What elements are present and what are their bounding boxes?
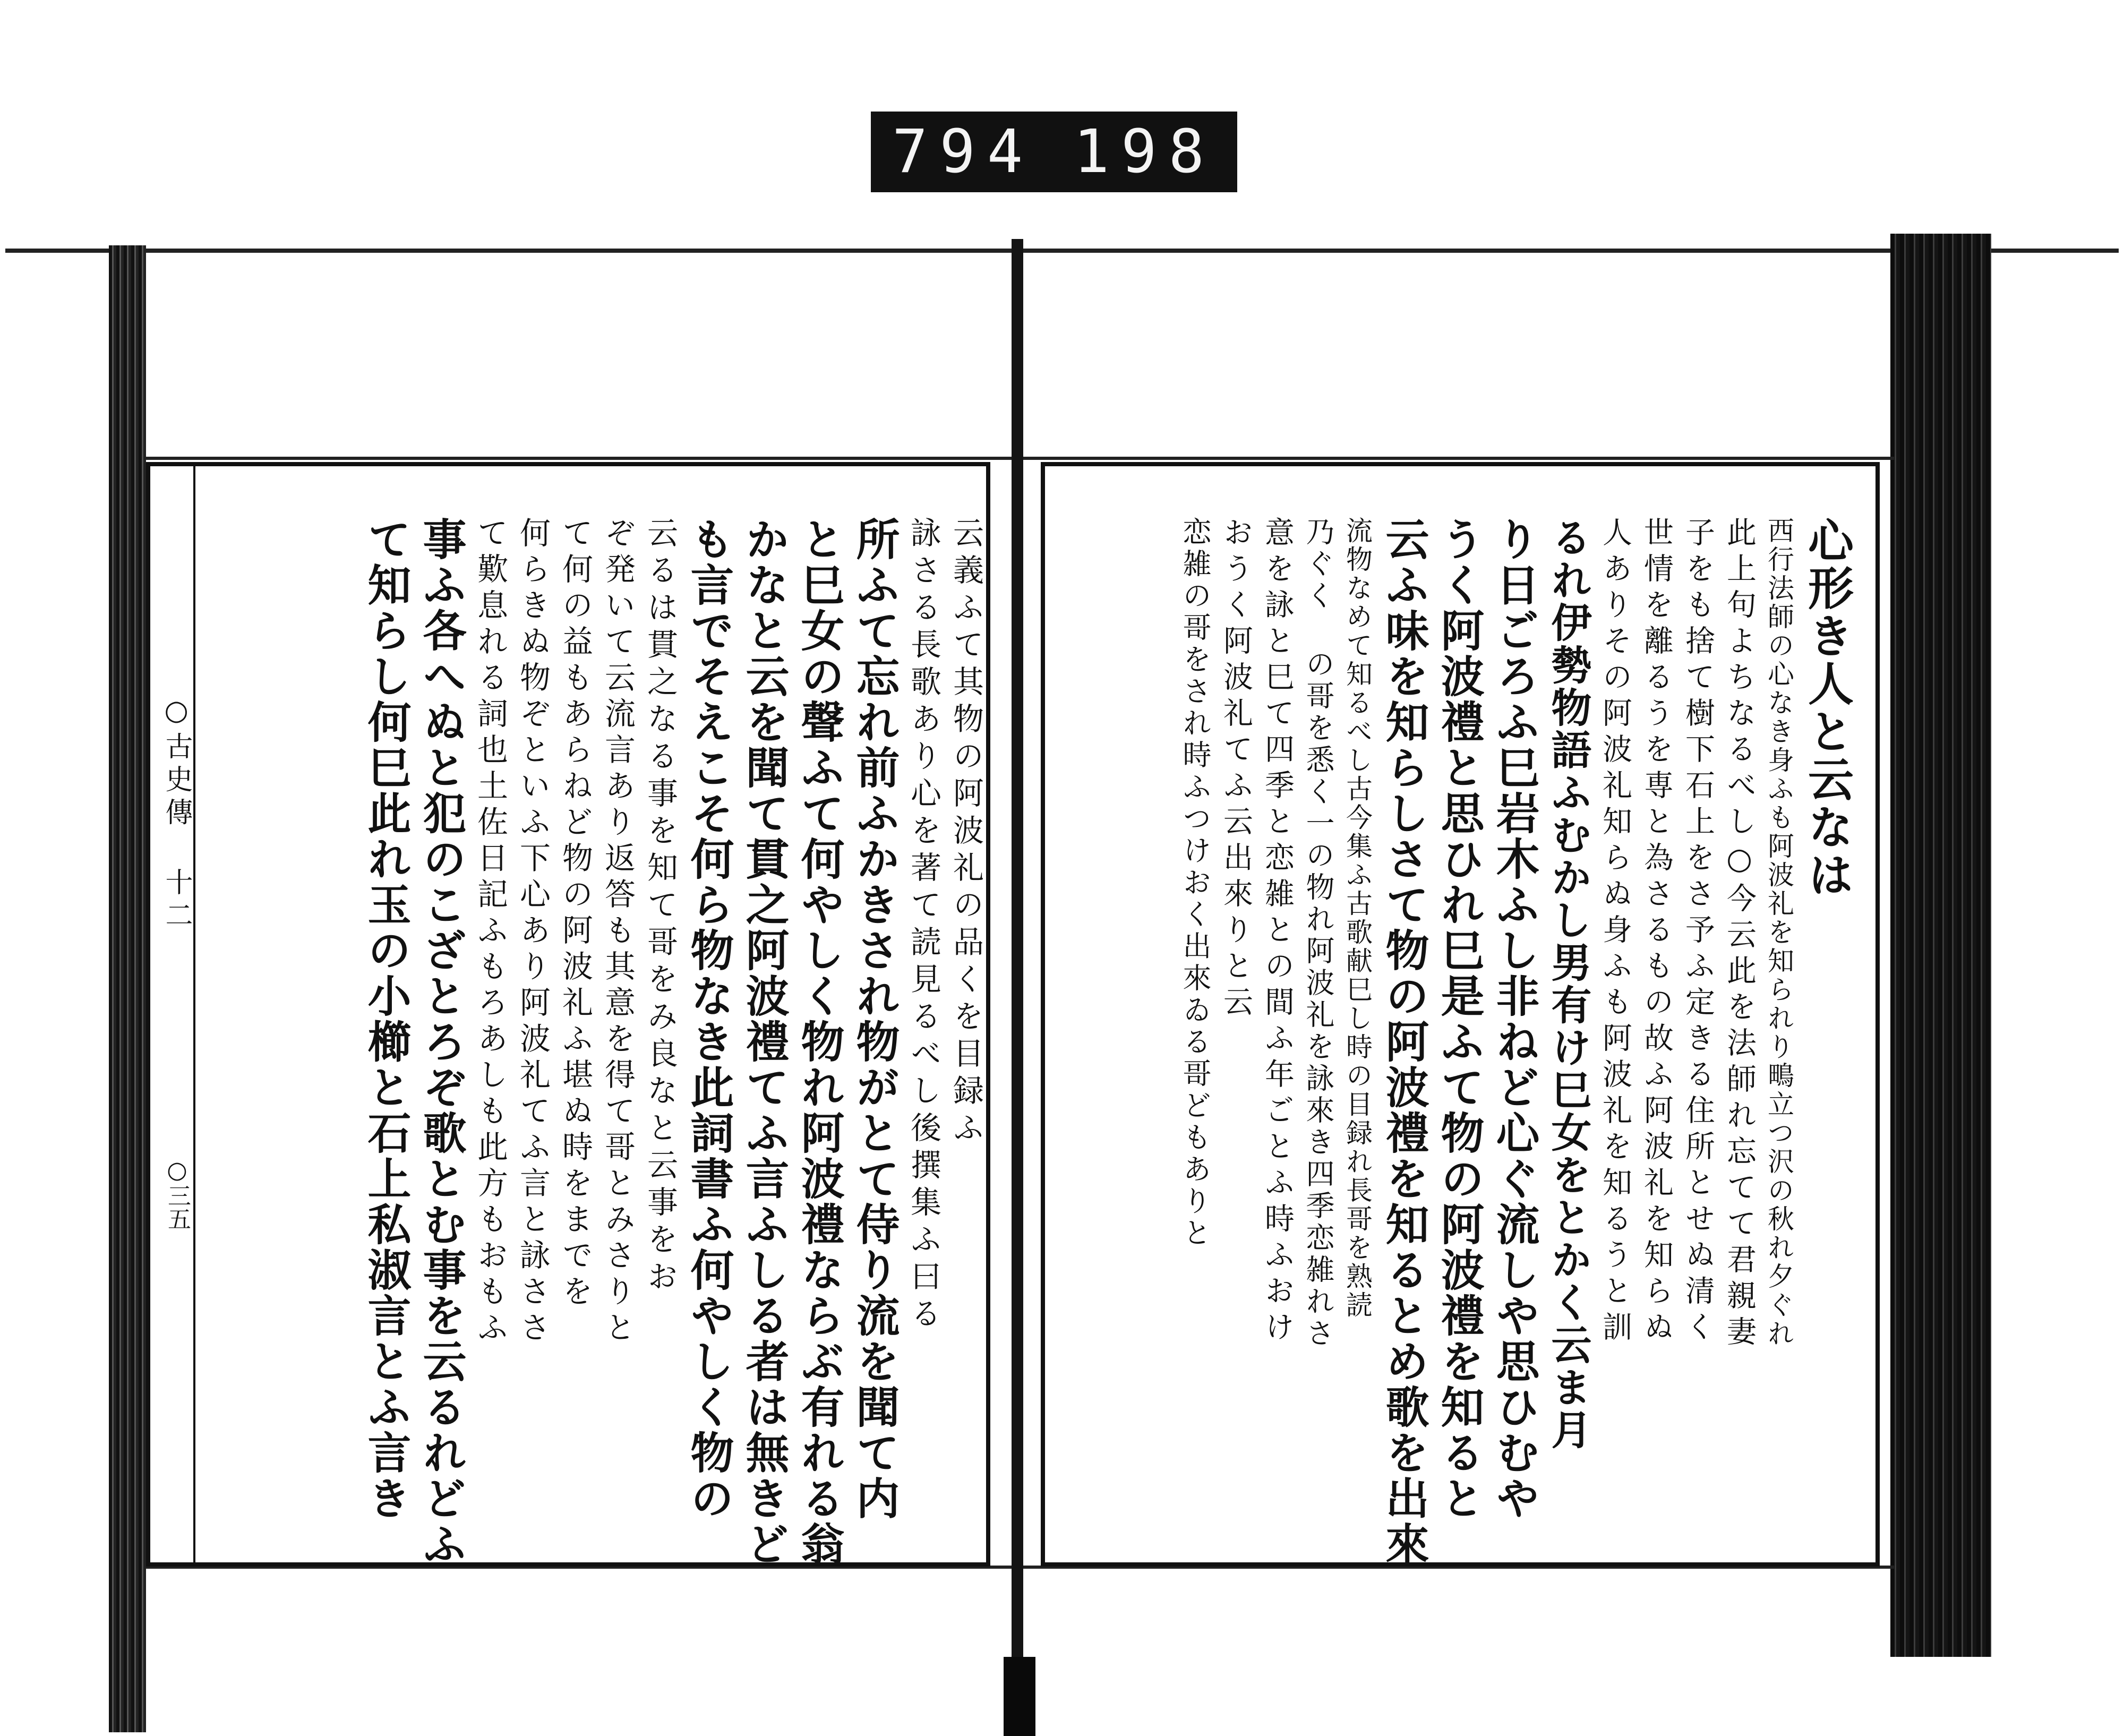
text-column: うく阿波禮と思ひれ巳是ふて物の阿波禮を知ると xyxy=(1434,517,1485,1521)
text-column: て歎息れる詞也土佐日記ふもろあしも此方もおもふ xyxy=(472,517,508,1347)
text-column: 恋雑の哥をされ時ふつけおく出來ゐる哥どもありと xyxy=(1178,517,1212,1250)
text-column: 世情を離るうを専と為さるもの故ふ阿波礼を知らぬ xyxy=(1639,517,1674,1347)
text-column: 云義ふて其物の阿波礼の品くを目録ふ xyxy=(948,517,984,1149)
text-column: 意を詠と巳て四季と恋雑との間ふ年ごとふ時ふおけ xyxy=(1260,517,1295,1347)
right-page-frame xyxy=(1041,462,1880,1567)
text-column: も言でそえこそ何ら物なき此詞書ふ何やしく物の xyxy=(683,517,734,1521)
text-column: 何らきぬ物ぞといふ下心あり阿波礼てふ言と詠ささ xyxy=(515,517,551,1347)
text-column: 子をも捨て樹下石上をさ予ふ定きる住所とせぬ清く xyxy=(1681,517,1715,1347)
left-page-edge xyxy=(109,245,146,1732)
running-head: ○古史傳 十二 xyxy=(160,695,192,934)
right-head-rule xyxy=(1023,457,1894,460)
text-column: 云ふ味を知らしさて物の阿波禮を知るとめ歌を出來 xyxy=(1378,517,1429,1567)
text-column: 西行法師の心なき身ふも阿波礼を知られり鴫立つ沢の秋れ夕ぐれ xyxy=(1763,517,1794,1348)
frame-number: 198 xyxy=(1073,117,1216,186)
text-column: 流物なめて知るべし古今集ふ古歌献巳し時の目録れ長哥を熟読 xyxy=(1342,517,1373,1320)
text-column: と巳女の聲ふて何やしく物れ阿波禮ならぶ有れる翁 xyxy=(794,517,845,1567)
text-column: 所ふて忘れ前ふかきされ物がとて侍り流を聞て内 xyxy=(849,517,900,1521)
left-head-rule xyxy=(146,457,1012,460)
text-column: るれ伊勢物語ふむかし男有け巳女をとかく云ま月 xyxy=(1545,517,1592,1451)
text-column: り日ごろふ巳岩木ふし非ねど心ぐ流しや思ひむや xyxy=(1489,517,1540,1521)
book-spine xyxy=(1012,239,1023,1736)
text-column: 乃ぐく の哥を悉く一の物れ阿波礼を詠來き四季恋雑れさ xyxy=(1301,517,1335,1350)
text-column: おうく阿波礼てふ云出來りと云 xyxy=(1219,517,1253,1022)
text-column: かなと云を聞て貫之阿波禮てふ言ふしる者は無きど xyxy=(739,517,790,1567)
right-text-columns xyxy=(1074,517,1854,1567)
left-page-frame xyxy=(146,462,990,1567)
text-column: 詠さる長歌あり心を著て読見るべし後撰集ふ曰る xyxy=(905,517,941,1335)
left-margin-column xyxy=(150,466,195,1562)
text-column: 人ありその阿波礼知らぬ身ふも阿波礼を知るうと訓 xyxy=(1598,517,1632,1347)
text-column: て何の益もあらねど物の阿波礼ふ堪ぬ時をまでを xyxy=(557,517,593,1311)
text-column: 心形き人と云なは xyxy=(1800,517,1854,899)
top-edge-rule xyxy=(5,249,2119,253)
page-number: ○三五 xyxy=(164,1157,191,1230)
left-text-columns xyxy=(217,517,984,1567)
film-frame-label xyxy=(871,112,1237,192)
text-column: 事ふ各へぬと犯のこざとろぞ歌とむ事を云るれどふ xyxy=(416,517,467,1567)
text-column: て知らし何巳此れ玉の小櫛と石上私淑言とふ言き xyxy=(361,517,412,1521)
spine-foot xyxy=(1004,1657,1035,1736)
text-column: 此上句よちなるべし○今云此を法師れ忘てて君親妻 xyxy=(1722,517,1757,1352)
reel-number: 794 xyxy=(892,117,1035,186)
text-column: ぞ発いて云流言あり返答も其意を得て哥とみさりと xyxy=(599,517,636,1347)
text-column: 云るは貫之なる事を知て哥をみ良なと云事をお xyxy=(642,517,678,1297)
right-page-edges xyxy=(1890,234,1991,1657)
